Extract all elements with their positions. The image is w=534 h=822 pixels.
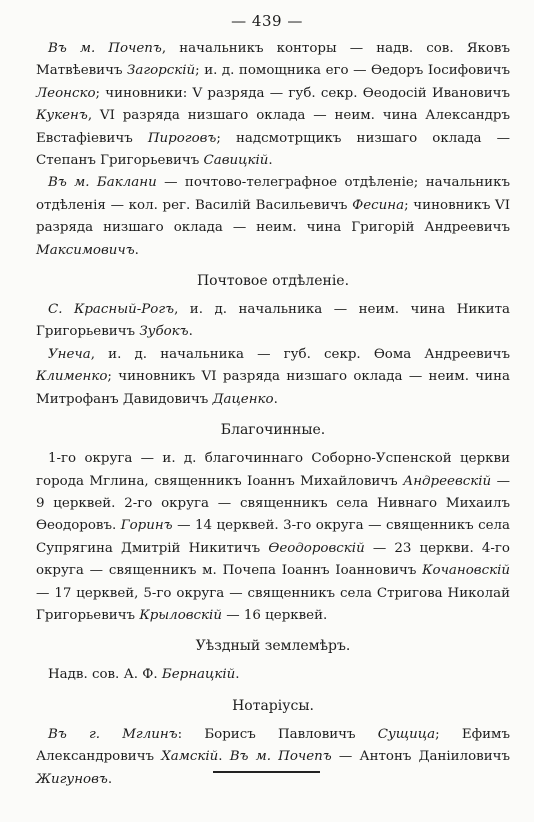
text-run: . (188, 324, 193, 340)
text-run: . (218, 749, 230, 765)
paragraph (36, 38, 510, 172)
italic-name: Въ м. Почепъ (229, 749, 332, 765)
page-number: — 439 — (231, 12, 303, 30)
text-run: . (268, 153, 273, 169)
italic-name: Кочановскій (422, 563, 510, 579)
text-run: ; надсмотрщикъ низшаго оклада — Степанъ Григорьевичъ (36, 130, 510, 169)
paragraph (36, 172, 510, 262)
italic-name: Бернацкій (161, 667, 236, 683)
section-heading: Уѣздный землемѣръ. (195, 638, 351, 655)
italic-name: Хамскій (161, 749, 219, 765)
paragraph (36, 299, 510, 344)
paragraph (36, 344, 510, 411)
text-run: ; чиновникъ VI разряда низшаго оклада — неим. чина Григорій Андреевичъ (36, 197, 510, 236)
italic-name: Андреевскій (403, 473, 492, 489)
italic-name: Въ г. Мглинъ (48, 726, 178, 742)
italic-name: Савицкій (203, 153, 269, 169)
text-run: ; и. д. помощника его — Өедоръ Іосифовичъ (195, 63, 510, 79)
text-run: , VI разряда низшаго оклада — неим. чина Александръ Евстафіевичъ (36, 108, 510, 146)
italic-name: Сущица (377, 726, 436, 742)
italic-name: Клименко (36, 369, 108, 385)
italic-name: Горинъ (120, 518, 173, 534)
text-run: . (134, 242, 139, 258)
text-run: , начальникъ конторы — надв. сов. Яковъ Матвѣевичъ (36, 41, 510, 79)
page-body (36, 38, 510, 791)
italic-name: Зубокъ (139, 324, 189, 340)
text-run: Надв. сов. А. Ф. (48, 667, 162, 683)
italic-name: Фесина (352, 197, 405, 213)
text-run: , и. д. начальника — неим. чина Никита Григорьевичъ (36, 302, 510, 340)
italic-name: Загорскій (127, 63, 196, 79)
text-run: ; Ефимъ Александровичъ (36, 726, 510, 765)
closing-rule (213, 771, 320, 773)
italic-name: Крыловскій (139, 607, 222, 623)
text-run: 1-го округа — и. д. благочиннаго Соборно-Успенской церкви города Мглина, священникъ Іоаннъ Михайловичъ (36, 451, 510, 489)
text-run: : Борисъ Павловичъ (177, 726, 378, 742)
italic-name: Кукенъ (36, 108, 88, 124)
text-run: . (235, 667, 240, 683)
text-run: — почтово-телеграфное отдѣленіе; начальникъ отдѣленія — кол. рег. Василій Васильевичъ (36, 175, 510, 213)
paragraph (36, 724, 510, 791)
text-run: — 9 церквей. 2-го округа — священникъ села Нивнаго Михаилъ Өеодоровъ. (36, 473, 510, 534)
text-run: ; чиновники: V разряда — губ. секр. Өеодосій Ивановичъ (95, 85, 510, 101)
italic-name: Въ м. Баклани (48, 175, 157, 191)
text-run: . (273, 391, 278, 407)
italic-name: Жигуновъ (36, 771, 108, 787)
text-run: — Антонъ Даніиловичъ (331, 749, 510, 765)
section-heading: Почтовое отдѣленіе. (196, 273, 350, 290)
text-run: — 16 церквей. (221, 607, 328, 623)
text-run: , и. д. начальника — губ. секр. Өома Андреевичъ (90, 346, 510, 362)
text-run: — 17 церквей, 5-го округа — священникъ села Стригова Николай Григорьевичъ (36, 585, 510, 623)
paragraph (36, 664, 510, 686)
text-run: — 14 церквей. 3-го округа — священникъ села Супрягина Дмитрій Никитичъ (36, 518, 511, 556)
italic-name: Максимовичъ (36, 242, 135, 258)
italic-name: Леонско (36, 85, 96, 101)
text-run: ; чиновникъ VI разряда низшаго оклада — неим. чина Митрофанъ Давидовичъ (36, 369, 510, 407)
section-heading: Нотаріусы. (232, 697, 314, 714)
italic-name: Въ м. Почепъ (48, 41, 162, 56)
italic-name: Даценко (212, 391, 274, 407)
paragraph (36, 448, 510, 627)
italic-name: Өеодоровскій (268, 540, 365, 556)
italic-name: С. Красный-Рогъ (48, 302, 175, 318)
italic-name: Пироговъ (147, 130, 217, 146)
text-run: — 23 церкви. 4-го округа — священникъ м. Почепа Іоаннъ Іоанновичъ (36, 540, 510, 579)
text-run: . (107, 771, 113, 787)
section-heading: Благочинные. (220, 422, 326, 439)
italic-name: Унеча (48, 346, 91, 362)
